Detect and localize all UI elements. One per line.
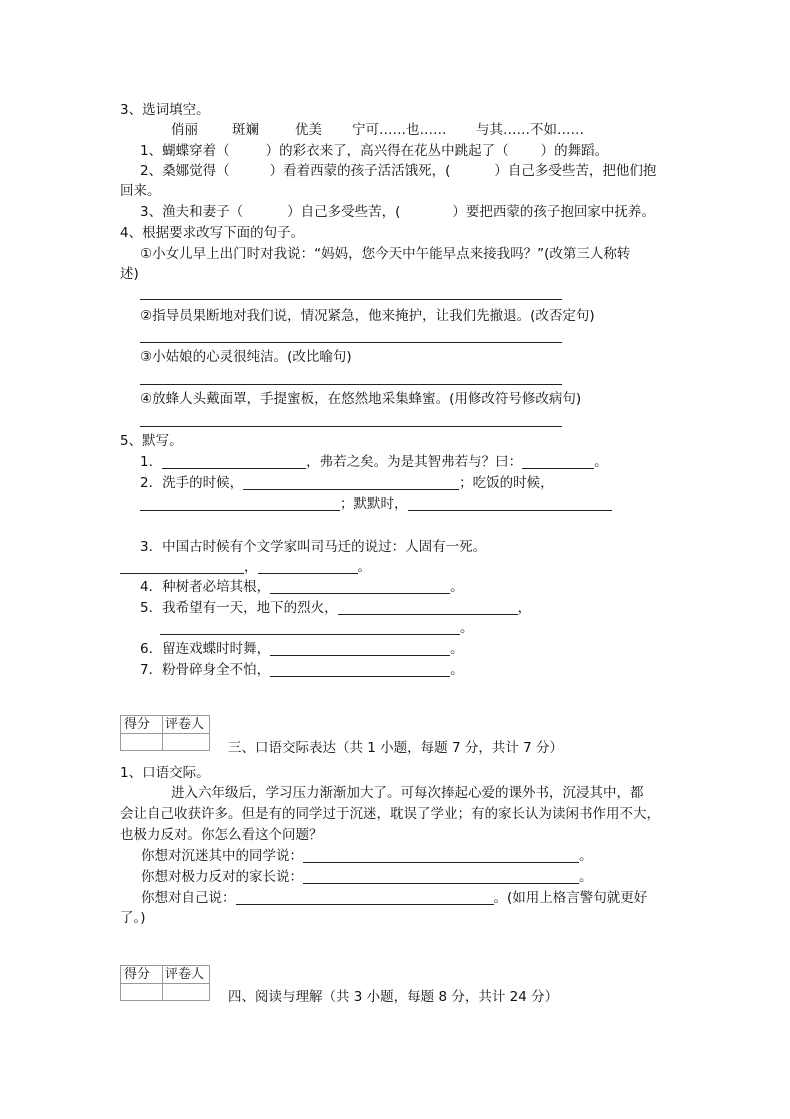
- q5-line-4: 4．种树者必培其根， 。: [140, 579, 464, 595]
- section-4-heading: 四、阅读与理解（共 3 小题，每题 8 分，共计 24 分）: [228, 989, 559, 1005]
- q4-item-4: ④放蜂人头戴面罩，手提蜜板，在悠然地采集蜂蜜。(用修改符号修改病句): [140, 391, 582, 407]
- q4-answer-line-2[interactable]: [140, 342, 562, 343]
- q5-line-2: 2．洗手的时候， ；吃饭的时候，: [140, 475, 554, 491]
- q5-line-1: 1． ，弗若之矣。为是其智弗若与？曰： 。: [140, 454, 608, 470]
- blank[interactable]: [140, 495, 340, 511]
- blank[interactable]: [522, 453, 594, 469]
- blank[interactable]: [270, 640, 450, 656]
- score-label: 得分: [121, 716, 163, 733]
- score-box: [120, 715, 210, 751]
- blank[interactable]: [303, 847, 579, 863]
- q5-line-5-cont: 。: [160, 619, 474, 637]
- grader-label: 评卷人: [165, 967, 205, 982]
- q4-item-3: ③小姑娘的心灵很纯洁。(改比喻句): [140, 349, 352, 365]
- q3-title: 3、选词填空。: [120, 102, 210, 118]
- sec3-para-3: 也极力反对。你怎么看这个问题？: [120, 827, 323, 843]
- q3-sentence-2: 2、桑娜觉得（ ）看着西蒙的孩子活活饿死，( ）自己多受些苦，把他们抱: [140, 163, 657, 179]
- sec3-answer-1: 你想对沉迷其中的同学说： 。: [141, 848, 593, 864]
- blank[interactable]: [270, 661, 450, 677]
- blank[interactable]: [160, 619, 460, 635]
- blank[interactable]: [120, 558, 244, 574]
- option-3: 优美: [295, 122, 322, 138]
- blank[interactable]: [338, 599, 518, 615]
- sec3-answer-2: 你想对极力反对的家长说： 。: [141, 869, 593, 885]
- q4-answer-line-3[interactable]: [140, 384, 562, 385]
- q5-line-3-cont: ， 。: [120, 558, 371, 576]
- q4-item-1-cont: 述): [120, 266, 139, 282]
- q4-title: 4、根据要求改写下面的句子。: [120, 225, 305, 241]
- sec3-q1-title: 1、口语交际。: [120, 765, 210, 781]
- blank[interactable]: [243, 474, 459, 490]
- sec3-para-2: 会让自己收获许多。但是有的同学过于沉迷，耽误了学业；有的家长认为读闲书作用不大，: [120, 806, 660, 822]
- q5-line-2-cont: ；默默时，: [140, 495, 612, 513]
- q3-sentence-3: 3、渔夫和妻子（ ）自己多受些苦，( ）要把西蒙的孩子抱回家中抚养。: [140, 204, 655, 220]
- blank[interactable]: [258, 558, 358, 574]
- q5-line-5: 5．我希望有一天，地下的烈火， ，: [140, 600, 532, 616]
- option-1: 俏丽: [171, 122, 198, 138]
- option-5: 与其……不如……: [476, 122, 584, 138]
- sec3-para-1: 进入六年级后，学习压力渐渐加大了。可每次捧起心爱的课外书，沉浸其中，都: [171, 785, 644, 801]
- blank[interactable]: [303, 868, 579, 884]
- q5-title: 5、默写。: [120, 433, 183, 449]
- score-label: 得分: [121, 966, 163, 983]
- grader-label: 评卷人: [165, 717, 205, 732]
- q3-sentence-1: 1、蝴蝶穿着（ ）的彩衣来了，高兴得在花丛中跳起了（ ）的舞蹈。: [140, 143, 609, 159]
- blank[interactable]: [408, 495, 612, 511]
- blank[interactable]: [162, 453, 306, 469]
- section-3-heading: 三、口语交际表达（共 1 小题，每题 7 分，共计 7 分）: [228, 740, 564, 756]
- q5-line-6: 6．留连戏蝶时时舞， 。: [140, 641, 464, 657]
- blank[interactable]: [270, 578, 450, 594]
- option-2: 斑斓: [232, 122, 259, 138]
- q4-answer-line-4[interactable]: [140, 426, 562, 427]
- sec3-answer-3: 你想对自己说： 。(如用上格言警句就更好: [141, 890, 648, 906]
- q5-line-7: 7．粉骨碎身全不怕， 。: [140, 662, 464, 678]
- q4-item-1: ①小女儿早上出门时对我说：“妈妈，您今天中午能早点来接我吗？”(改第三人称转: [140, 246, 631, 262]
- q4-answer-line-1[interactable]: [140, 299, 562, 300]
- q5-line-3: 3．中国古时候有个文学家叫司马迁的说过：人固有一死。: [140, 539, 487, 555]
- score-box: [120, 965, 210, 1001]
- q4-item-2: ②指导员果断地对我们说，情况紧急，他来掩护，让我们先撤退。(改否定句): [140, 308, 595, 324]
- q3-sentence-2-cont: 回来。: [120, 183, 161, 199]
- sec3-answer-3-cont: 了。): [120, 910, 146, 926]
- option-4: 宁可……也……: [352, 122, 447, 138]
- blank[interactable]: [236, 889, 494, 905]
